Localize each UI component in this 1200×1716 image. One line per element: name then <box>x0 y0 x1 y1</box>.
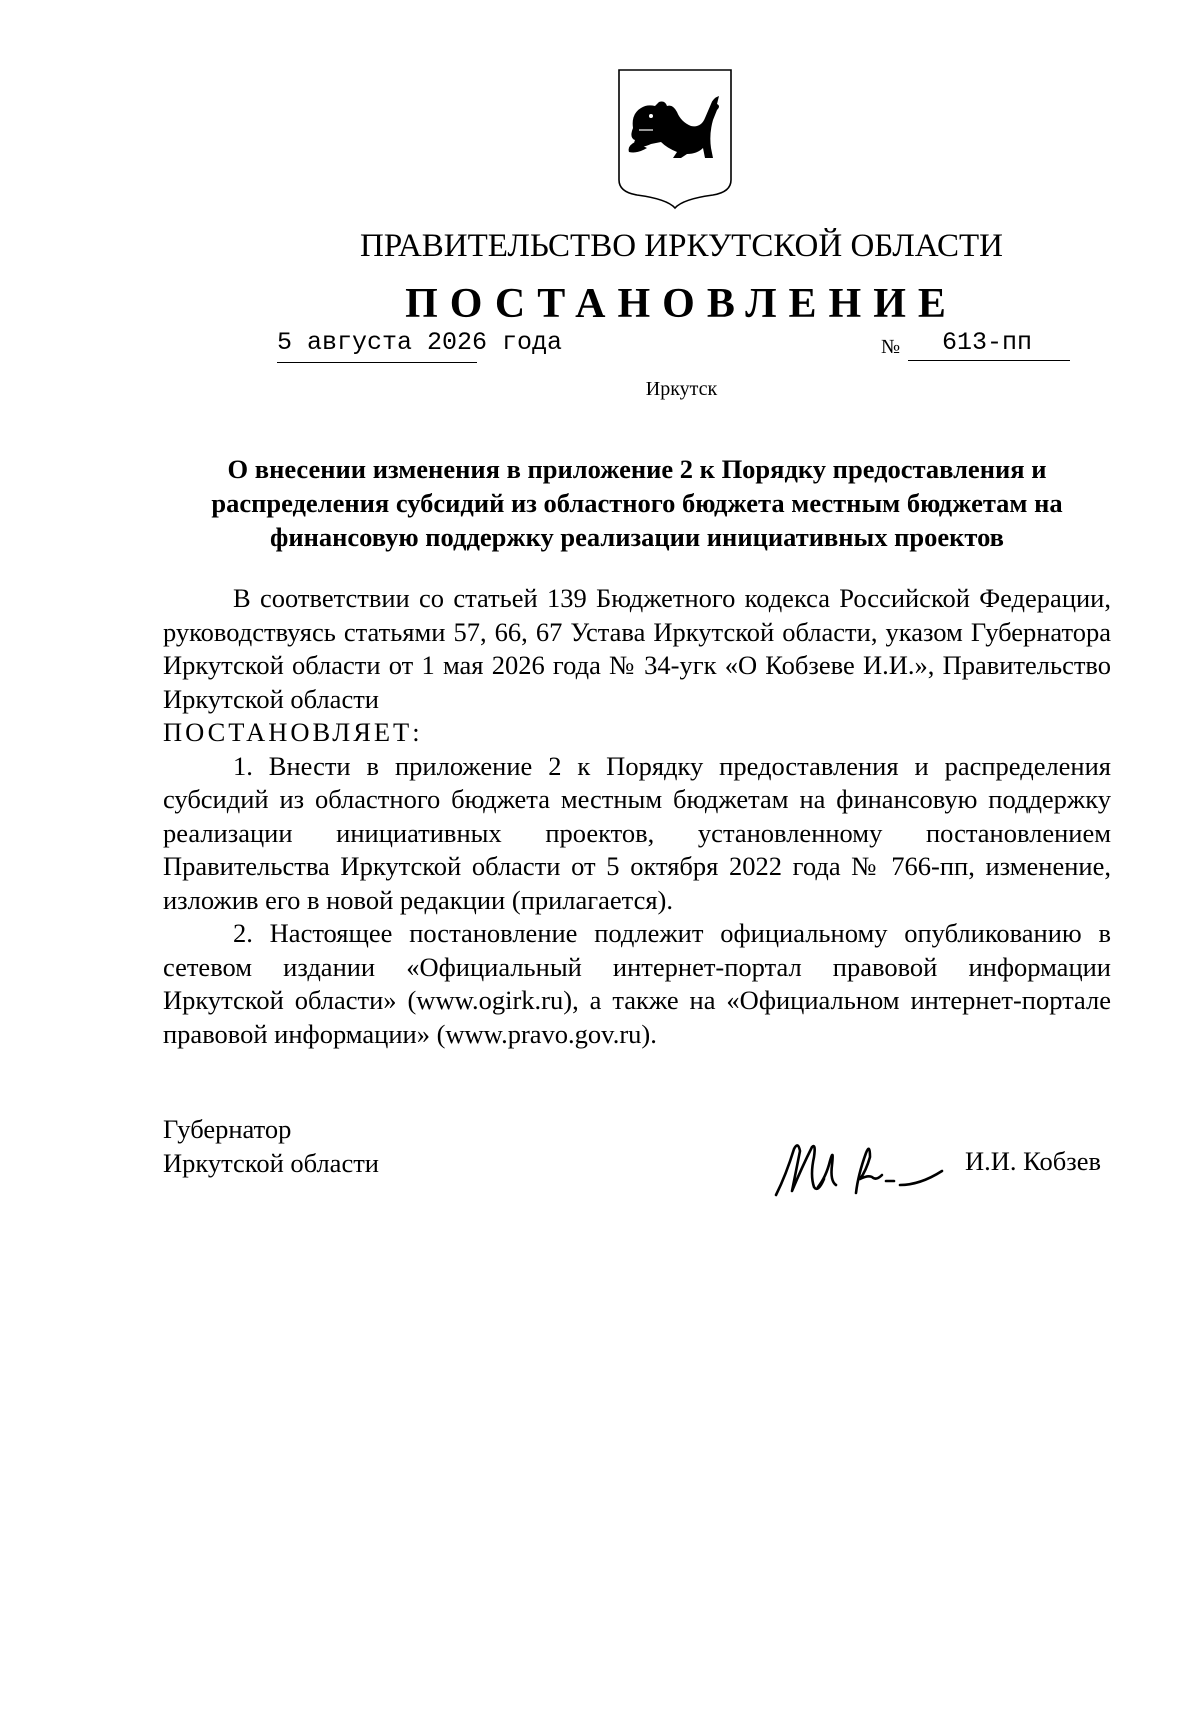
document-body <box>163 582 1111 1051</box>
item-1-paragraph: 1. Внести в приложение 2 к Порядку предоставления и распределения субсидий из областного бюджета местным бюджетам на финансовую поддержку реализации инициативных проектов, установленному постановлением Правительства Иркутской области от 5 октября 2022 года № 766-пп, изменение, изложив его в новой редакции (прилагается). <box>163 750 1111 915</box>
city: Иркутск <box>645 378 718 400</box>
item-2-paragraph: 2. Настоящее постановление подлежит официальному опубликованию в сетевом издании «Официальный интернет-портал правовой информации Иркутской области» (www.ogirk.ru), а также на «Официальном интернет-портале правовой информации» (www.pravo.gov.ru). <box>163 918 1111 1049</box>
coat-of-arms-icon <box>617 68 733 210</box>
government-name: ПРАВИТЕЛЬСТВО ИРКУТСКОЙ ОБЛАСТИ <box>360 228 1003 264</box>
number-underline <box>908 360 1070 361</box>
decree-word: ПОСТАНОВЛЯЕТ: <box>163 717 423 747</box>
document-title: О внесении изменения в приложение 2 к Порядку предоставления и распределения субсидий из областного бюджета местным бюджетам на финансовую поддержку реализации инициативных проектов <box>211 454 1063 552</box>
signer-name: И.И. Кобзев <box>965 1146 1101 1176</box>
date-underline <box>277 362 477 363</box>
number-sign: № <box>881 336 901 358</box>
signer-position-line-2: Иркутской области <box>163 1147 379 1178</box>
document-type: ПОСТАНОВЛЕНИЕ <box>405 281 958 327</box>
document-date: 5 августа 2026 года <box>277 328 563 357</box>
document-number: 613-пп <box>942 328 1033 357</box>
signer-position-line-1: Губернатор <box>163 1114 292 1144</box>
preamble-paragraph: В соответствии со статьей 139 Бюджетного кодекса Российской Федерации, руководствуясь статьями 57, 66, 67 Устава Иркутской области, указом Губернатора Иркутской области от 1 мая 2026 года № 34-угк «О Кобзеве И.И.», Правительство Иркутской области <box>163 583 1111 714</box>
handwritten-signature-icon <box>772 1135 947 1199</box>
signer-position <box>163 1113 379 1180</box>
